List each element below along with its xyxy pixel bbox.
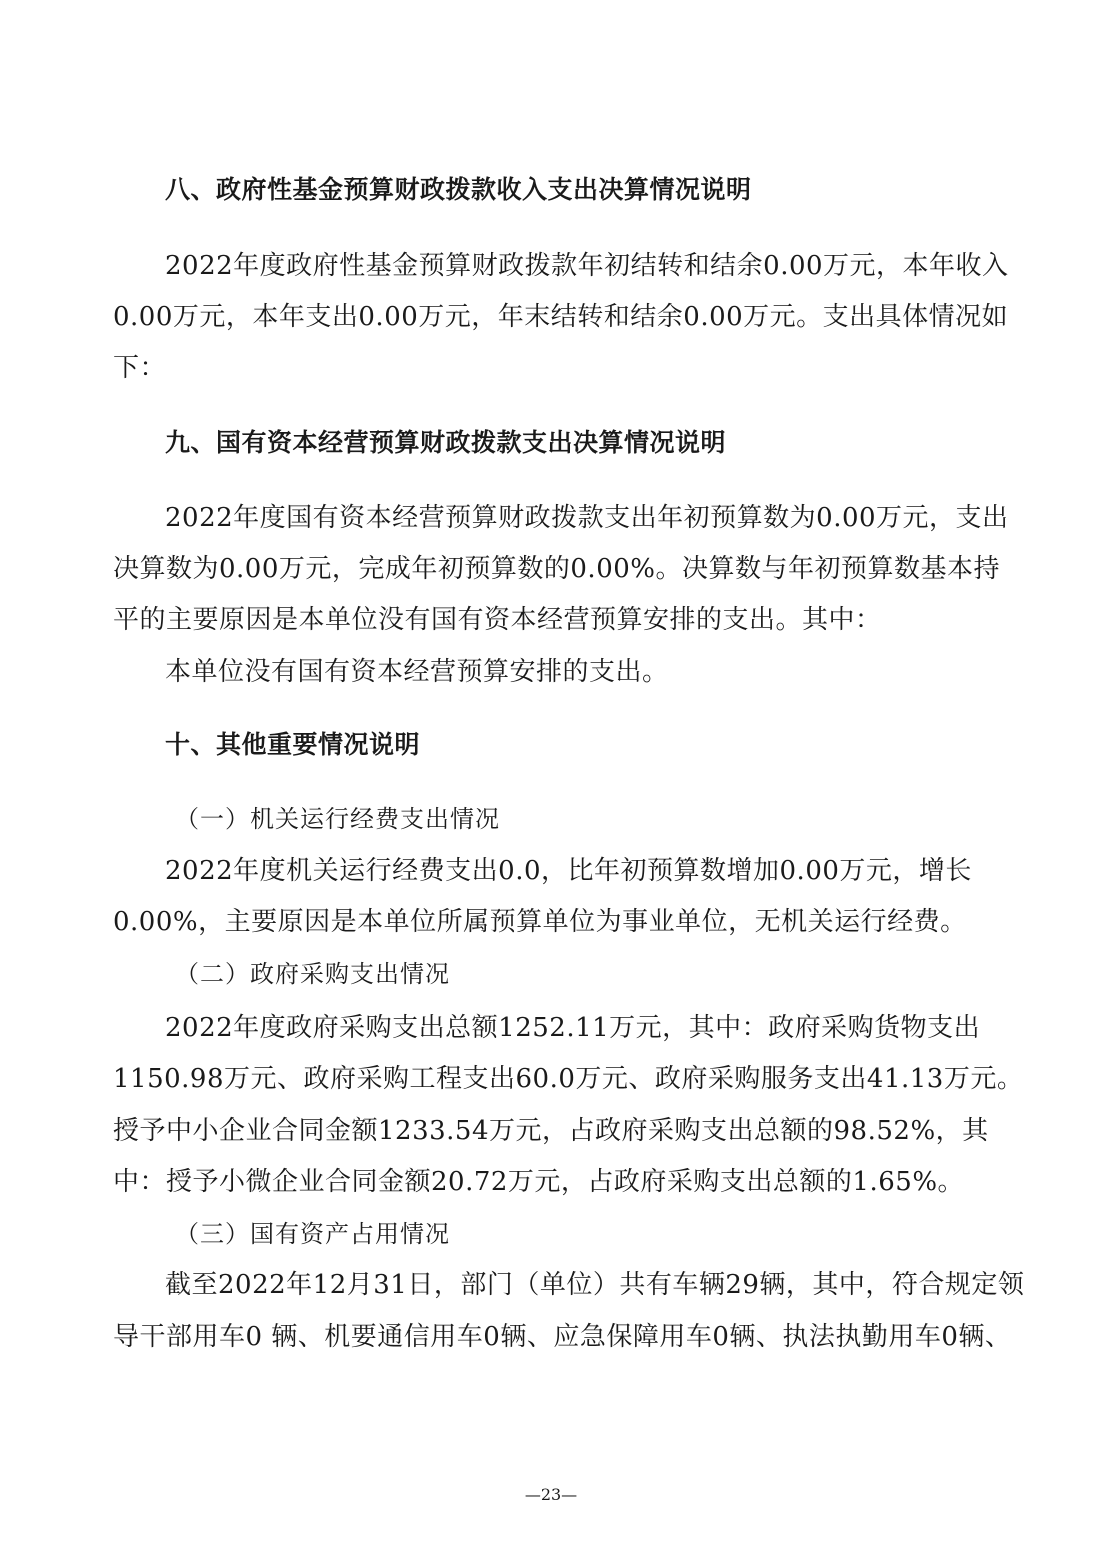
section-heading-9: 九、国有资本经营预算财政拨款支出决算情况说明 (165, 428, 727, 457)
paragraph-line: 2022年度政府采购支出总额1252.11万元，其中：政府采购货物支出 (165, 1013, 981, 1043)
paragraph-line: 本单位没有国有资本经营预算安排的支出。 (165, 657, 669, 687)
subsection-title-1: （一）机关运行经费支出情况 (175, 805, 500, 833)
section-heading-8: 八、政府性基金预算财政拨款收入支出决算情况说明 (165, 175, 752, 204)
subsection-title-2: （二）政府采购支出情况 (175, 960, 450, 988)
paragraph-line: 授予中小企业合同金额1233.54万元，占政府采购支出总额的98.52%，其 (113, 1116, 989, 1146)
paragraph-line: 0.00万元，本年支出0.00万元，年末结转和结余0.00万元。支出具体情况如 (113, 302, 1009, 332)
paragraph-line: 0.00%，主要原因是本单位所属预算单位为事业单位，无机关运行经费。 (113, 907, 967, 937)
paragraph-line: 决算数为0.00万元，完成年初预算数的0.00%。决算数与年初预算数基本持 (113, 554, 1000, 584)
paragraph-line: 截至2022年12月31日，部门（单位）共有车辆29辆，其中，符合规定领 (165, 1270, 1025, 1300)
paragraph-line: 2022年度机关运行经费支出0.0，比年初预算数增加0.00万元，增长 (165, 856, 972, 886)
section-heading-10: 十、其他重要情况说明 (165, 730, 421, 759)
paragraph-line: 2022年度国有资本经营预算财政拨款支出年初预算数为0.00万元，支出 (165, 503, 1009, 533)
paragraph-line: 中：授予小微企业合同金额20.72万元，占政府采购支出总额的1.65%。 (113, 1167, 965, 1197)
paragraph-line: 平的主要原因是本单位没有国有资本经营预算安排的支出。其中： (113, 605, 882, 635)
page-number: —23— (524, 1485, 578, 1504)
paragraph-line: 下： (113, 353, 167, 383)
subsection-title-3: （三）国有资产占用情况 (175, 1220, 450, 1248)
paragraph-line: 1150.98万元、政府采购工程支出60.0万元、政府采购服务支出41.13万元。 (113, 1064, 1024, 1094)
paragraph-line: 导干部用车0 辆、机要通信用车0辆、应急保障用车0辆、执法执勤用车0辆、 (113, 1322, 1012, 1352)
paragraph-line: 2022年度政府性基金预算财政拨款年初结转和结余0.00万元，本年收入 (165, 251, 1009, 281)
